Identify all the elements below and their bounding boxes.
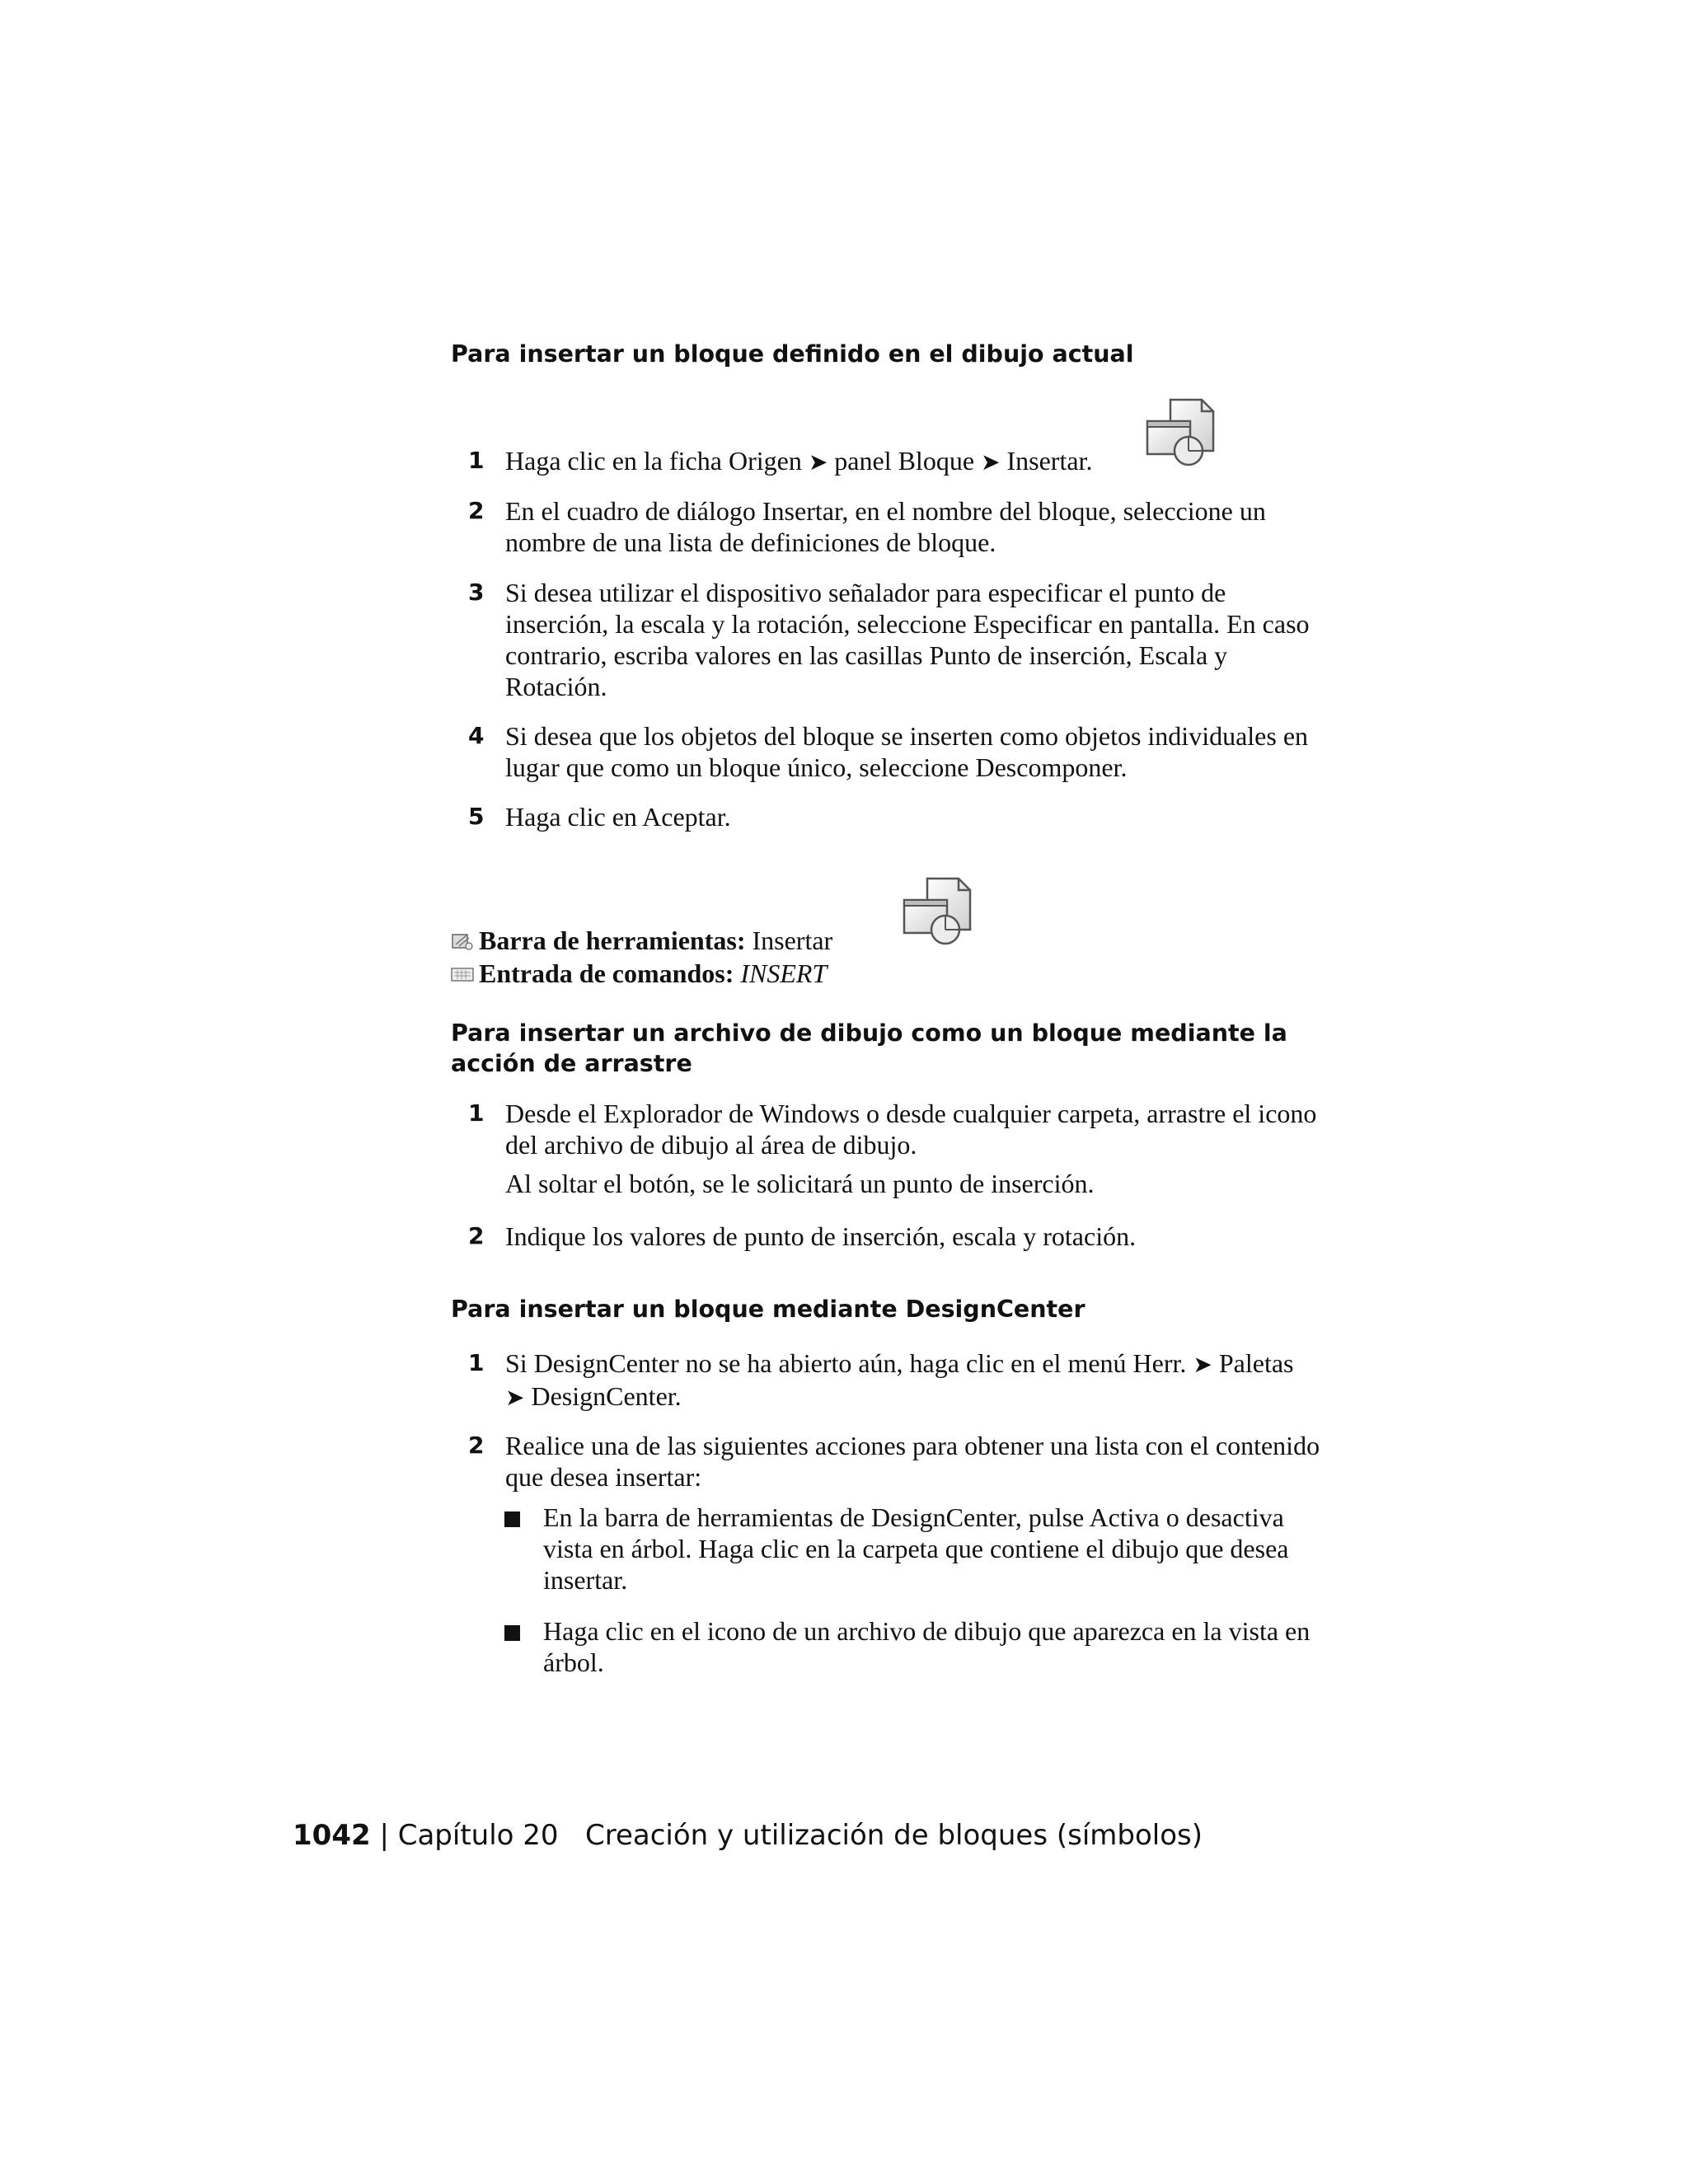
toolbar-value: Insertar [752,926,833,955]
step-number: 2 [468,1432,485,1459]
chapter-label: Capítulo 20 [397,1819,559,1852]
toolbar-icon [451,931,474,951]
arrow-icon: ➤ [981,448,1001,476]
step-text: Haga clic en la ficha Origen ➤ panel Bloque ➤ Insertar. [505,446,1093,476]
arrow-icon: ➤ [505,1384,525,1411]
step-number: 3 [468,579,485,606]
step-text: Desde el Explorador de Windows o desde cualquier carpeta, arrastre el icono del archivo de dibujo al área de dibujo. [505,1099,1317,1160]
step-text: En el cuadro de diálogo Insertar, en el nombre del bloque, seleccione un nombre de una lista de definiciones de bloque. [505,496,1266,557]
step-text: Si desea utilizar el dispositivo señalador para especificar el punto de inserción, la escala y la rotación, seleccione Especificar en pantalla. En caso contrario, escriba valores en las casillas Punto de inserción, Escala y Rotación. [505,578,1310,701]
footer-separator: | [379,1819,389,1852]
step-text: Haga clic en Aceptar. [505,802,731,832]
insert-block-icon [1142,396,1218,472]
step-note: Al soltar el botón, se le solicitará un punto de inserción. [505,1169,1095,1198]
step-number: 2 [468,497,485,524]
bullet-square-icon [504,1511,520,1527]
page-footer [293,1817,1203,1854]
arrow-icon: ➤ [1193,1351,1212,1378]
insert-block-icon [899,875,975,951]
step-text: Si DesignCenter no se ha abierto aún, haga clic en el menú Herr. ➤ Paletas ➤ DesignCenter. [505,1348,1294,1411]
command-label: Entrada de comandos: [479,958,734,988]
toolbar-reference [451,925,832,956]
step-number: 5 [468,803,485,830]
step-text: Indique los valores de punto de inserción, escala y rotación. [505,1221,1137,1251]
command-value: INSERT [740,958,828,988]
step-number: 1 [468,447,485,474]
step-text: Si desea que los objetos del bloque se inserten como objetos individuales en lugar que como un bloque único, seleccione Descomponer. [505,721,1309,782]
step-number: 1 [468,1349,485,1376]
step-number: 2 [468,1222,485,1249]
page-number: 1042 [293,1819,371,1852]
bullet-text: Haga clic en el icono de un archivo de dibujo que aparezca en la vista en árbol. [543,1616,1311,1677]
bullet-text: En la barra de herramientas de DesignCenter, pulse Activa o desactiva vista en árbol. Haga clic en la carpeta que contiene el dibujo que desea insertar. [543,1502,1289,1595]
keyboard-icon [451,964,474,984]
step-number: 4 [468,722,485,749]
arrow-icon: ➤ [808,448,828,476]
section-heading-insert-defined-block: Para insertar un bloque definido en el dibujo actual [451,340,1134,368]
chapter-title: Creación y utilización de bloques (símbolos) [584,1819,1203,1852]
section-heading-insert-designcenter: Para insertar un bloque mediante DesignCenter [451,1296,1085,1323]
section-heading-insert-by-drag: Para insertar un archivo de dibujo como un bloque mediante la acción de arrastre [451,1019,1287,1077]
toolbar-label: Barra de herramientas: [479,926,746,955]
step-number: 1 [468,1099,485,1127]
bullet-square-icon [504,1625,520,1641]
command-reference [451,958,827,989]
step-text: Realice una de las siguientes acciones para obtener una lista con el contenido que desea insertar: [505,1431,1320,1492]
